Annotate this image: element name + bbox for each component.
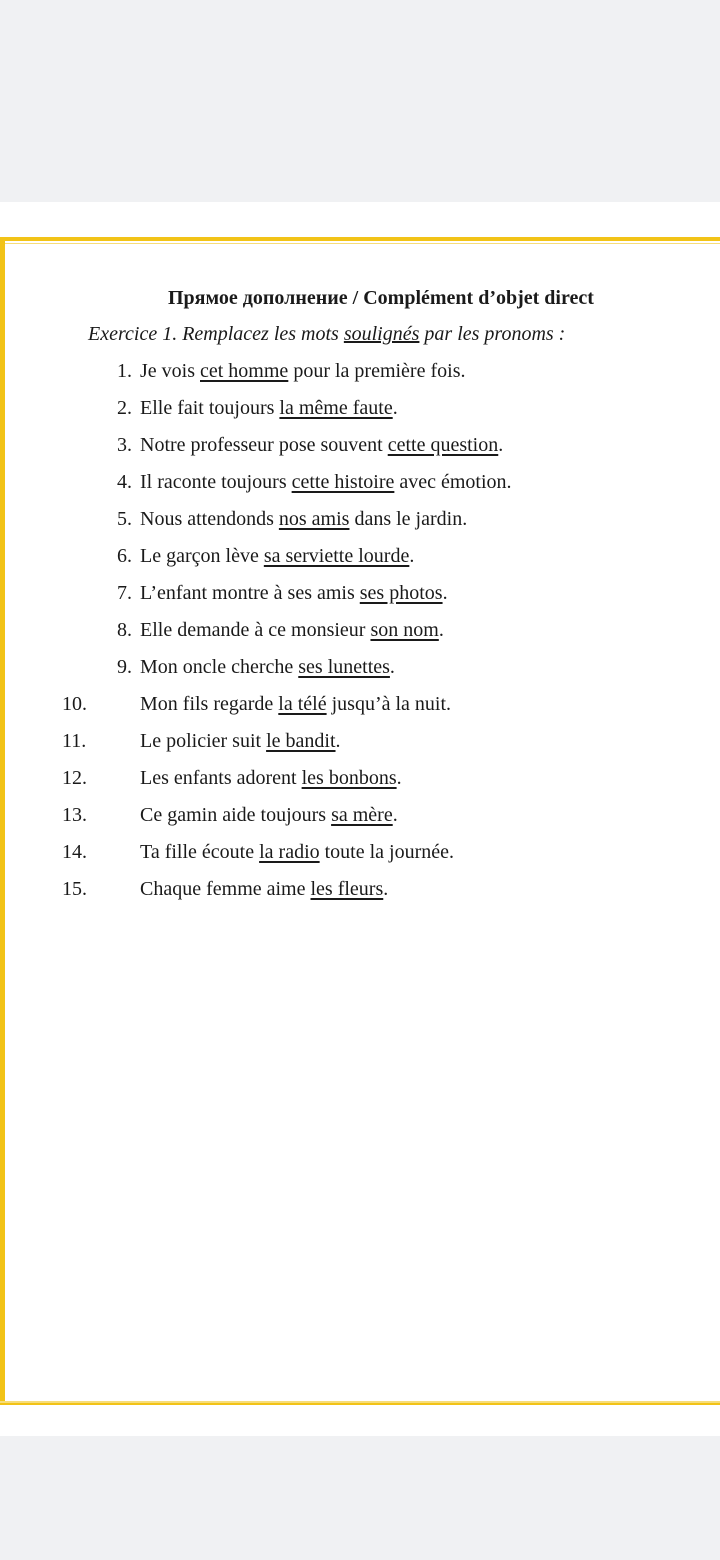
item-sentence	[140, 545, 414, 568]
item-sentence	[140, 582, 448, 605]
underlined-object: les fleurs	[310, 878, 384, 900]
sentence-before: Chaque femme aime	[140, 878, 311, 900]
item-number: 1.	[117, 360, 132, 382]
sentence-before: Elle fait toujours	[140, 397, 280, 419]
item-sentence	[140, 434, 503, 457]
sentence-before: Mon fils regarde	[140, 693, 279, 715]
item-number: 3.	[117, 434, 132, 456]
sentence-after: .	[335, 730, 341, 752]
sentence-before: Mon oncle cherche	[140, 656, 299, 678]
instruction-underlined-word: soulignés	[343, 323, 420, 345]
sentence-after: .	[498, 434, 504, 456]
list-item	[0, 656, 720, 686]
instruction-text-before: Exercice 1. Remplacez les mots	[88, 323, 344, 345]
sentence-after: .	[392, 804, 398, 826]
item-sentence	[140, 878, 388, 901]
list-item	[0, 619, 720, 649]
item-sentence	[140, 656, 395, 679]
sentence-after: .	[438, 619, 444, 641]
underlined-object: cet homme	[200, 360, 289, 382]
sentence-after: dans le jardin.	[349, 508, 468, 530]
underlined-object: la radio	[259, 841, 320, 863]
sentence-after: jusqu’à la nuit.	[326, 693, 452, 715]
sentence-before: Ta fille écoute	[140, 841, 260, 863]
item-number: 9.	[117, 656, 132, 678]
list-item	[0, 804, 720, 834]
item-sentence	[140, 693, 451, 716]
page-title: Прямое дополнение / Complément d’objet direct	[168, 287, 594, 309]
item-number: 8.	[117, 619, 132, 641]
sentence-before: Ce gamin aide toujours	[140, 804, 332, 826]
sentence-after: .	[389, 656, 395, 678]
item-sentence	[140, 767, 402, 790]
sentence-before: Il raconte toujours	[140, 471, 292, 493]
underlined-object: le bandit	[266, 730, 336, 752]
item-number: 6.	[117, 545, 132, 567]
item-sentence	[140, 471, 512, 494]
list-item	[0, 730, 720, 760]
sentence-after: .	[409, 545, 415, 567]
underlined-object: nos amis	[278, 508, 350, 530]
sentence-after: .	[396, 767, 402, 789]
sentence-after: toute la journée.	[319, 841, 455, 863]
sentence-before: Le garçon lève	[140, 545, 264, 567]
sentence-before: Le policier suit	[140, 730, 267, 752]
sentence-after: avec émotion.	[394, 471, 512, 493]
list-item	[0, 841, 720, 871]
item-sentence	[140, 730, 341, 753]
underlined-object: la télé	[278, 693, 327, 715]
list-item	[0, 360, 720, 390]
list-item	[0, 508, 720, 538]
sentence-after: .	[383, 878, 389, 900]
list-item	[0, 434, 720, 464]
item-number: 2.	[117, 397, 132, 419]
underlined-object: cette histoire	[291, 471, 395, 493]
underlined-object: ses photos	[359, 582, 443, 604]
item-sentence	[140, 397, 398, 420]
item-sentence	[140, 619, 444, 642]
item-sentence	[140, 841, 454, 864]
sentence-before: Nous attendonds	[140, 508, 279, 530]
bottom-gray-area	[0, 1436, 720, 1560]
sentence-after: .	[392, 397, 398, 419]
item-number: 7.	[117, 582, 132, 604]
item-number: 14.	[62, 841, 87, 863]
list-item	[0, 545, 720, 575]
sentence-before: L’enfant montre à ses amis	[140, 582, 360, 604]
item-number: 11.	[62, 730, 87, 752]
underlined-object: la même faute	[279, 397, 393, 419]
underlined-object: les bonbons	[301, 767, 397, 789]
underlined-object: sa mère	[331, 804, 393, 826]
item-number: 13.	[62, 804, 87, 826]
sentence-before: Elle demande à ce monsieur	[140, 619, 371, 641]
list-item	[0, 693, 720, 723]
list-item	[0, 767, 720, 797]
item-number: 5.	[117, 508, 132, 530]
item-sentence	[140, 360, 465, 383]
underlined-object: ses lunettes	[298, 656, 390, 678]
item-number: 15.	[62, 878, 87, 900]
list-item	[0, 397, 720, 427]
instruction-text-after: par les pronoms :	[419, 323, 566, 345]
item-number: 12.	[62, 767, 87, 789]
item-sentence	[140, 804, 398, 827]
list-item	[0, 582, 720, 612]
sentence-after: .	[442, 582, 448, 604]
underlined-object: son nom	[370, 619, 439, 641]
underlined-object: cette question	[387, 434, 499, 456]
sentence-before: Notre professeur pose souvent	[140, 434, 388, 456]
item-number: 4.	[117, 471, 132, 493]
list-item	[0, 878, 720, 908]
frame-bottom-line	[0, 1401, 720, 1403]
sentence-after: pour la première fois.	[288, 360, 466, 382]
sentence-before: Les enfants adorent	[140, 767, 302, 789]
underlined-object: sa serviette lourde	[263, 545, 410, 567]
list-item	[0, 471, 720, 501]
item-sentence	[140, 508, 467, 531]
frame-inner-line	[5, 243, 720, 244]
top-gray-area	[0, 0, 720, 202]
sentence-before: Je vois	[140, 360, 200, 382]
exercise-instruction	[88, 323, 565, 346]
item-number: 10.	[62, 693, 87, 715]
